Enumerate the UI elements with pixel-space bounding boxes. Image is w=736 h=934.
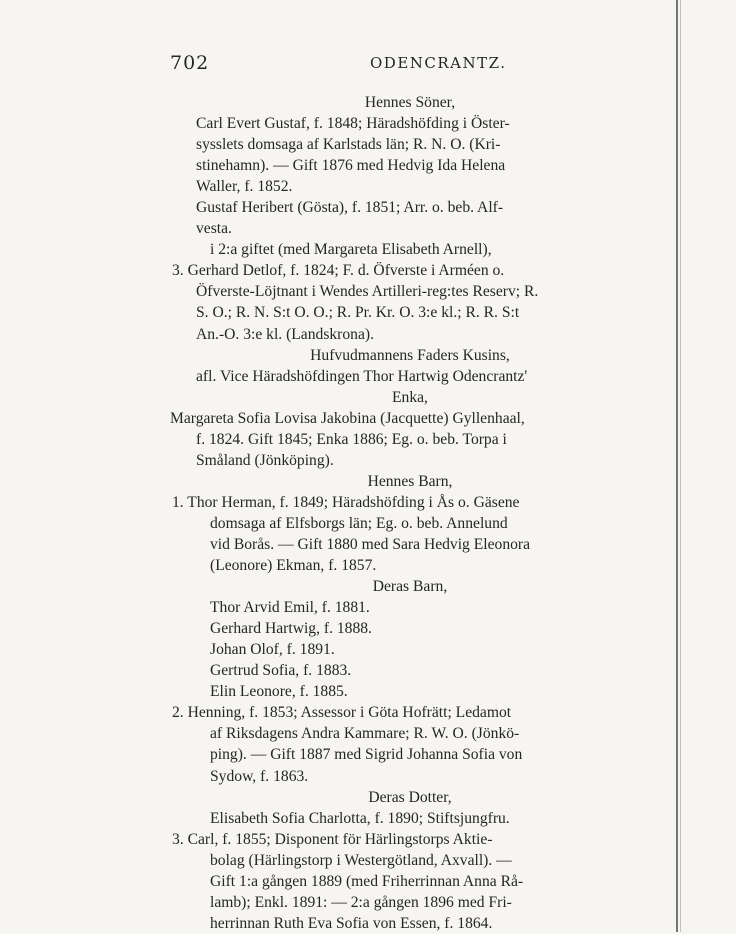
section-heading: Hennes Söner, — [364, 94, 456, 111]
text-line: Gustaf Heribert (Gösta), f. 1851; Arr. o. beb. Alf- — [196, 199, 504, 217]
text-line: Elisabeth Sofia Charlotta, f. 1890; Stiftsjungfru. — [210, 809, 510, 827]
text-line: Gerhard Hartwig, f. 1888. — [210, 620, 372, 638]
text-line: (Leonore) Ekman, f. 1857. — [210, 557, 377, 575]
text-line: i 2:a giftet (med Margareta Elisabeth Arnell), — [210, 241, 492, 259]
page-number: 702 — [170, 52, 210, 74]
page-header — [170, 52, 650, 76]
text-line: Johan Olof, f. 1891. — [210, 641, 335, 659]
page-body — [170, 92, 650, 934]
text-line: Carl Evert Gustaf, f. 1848; Häradshöfding i Öster- — [196, 115, 510, 133]
text-line: S. O.; R. N. S:t O. O.; R. Pr. Kr. O. 3:e kl.; R. R. S:t — [196, 304, 520, 322]
section-heading: Enka, — [392, 388, 428, 406]
text-line: herrinnan Ruth Eva Sofia von Essen, f. 1864. — [210, 914, 493, 932]
text-line: An.-O. 3:e kl. (Landskrona). — [196, 325, 374, 343]
text-line: Öfverste-Löjtnant i Wendes Artilleri-reg:tes Reserv; R. — [196, 283, 539, 301]
text-line: bolag (Härlingstorp i Westergötland, Axvall). — — [210, 851, 512, 869]
text-line: vesta. — [196, 220, 232, 238]
text-line: Gift 1:a gången 1889 (med Friherrinnan Anna Rå- — [210, 872, 524, 890]
text-line: Thor Arvid Emil, f. 1881. — [210, 599, 370, 617]
text-line: 3. Carl, f. 1855; Disponent för Härlingstorps Aktie- — [172, 830, 493, 848]
text-line: Gertrud Sofia, f. 1883. — [210, 662, 352, 680]
text-line: 1. Thor Herman, f. 1849; Häradshöfding i Ås o. Gäsene — [172, 493, 520, 511]
running-head: ODENCRANTZ. — [370, 54, 507, 72]
page-edge-rule — [680, 0, 681, 932]
text-line: sysslets domsaga af Karlstads län; R. N. O. (Kri- — [196, 136, 501, 154]
text-line: af Riksdagens Andra Kammare; R. W. O. (Jönkö- — [210, 725, 520, 743]
text-line: 2. Henning, f. 1853; Assessor i Göta Hofrätt; Ledamot — [172, 704, 512, 722]
text-line: Småland (Jönköping). — [196, 451, 334, 469]
text-line: Margareta Sofia Lovisa Jakobina (Jacquette) Gyllenhaal, — [170, 409, 525, 427]
text-line: afl. Vice Häradshöfdingen Thor Hartwig Odencrantz' — [196, 367, 528, 385]
page-edge-rule — [676, 0, 678, 932]
text-line: Sydow, f. 1863. — [210, 767, 309, 785]
text-line: ping). — Gift 1887 med Sigrid Johanna Sofia von — [210, 746, 523, 764]
text-line: stinehamn). — Gift 1876 med Hedvig Ida Helena — [196, 157, 506, 175]
text-line: f. 1824. Gift 1845; Enka 1886; Eg. o. beb. Torpa i — [196, 430, 507, 448]
text-line: Waller, f. 1852. — [196, 178, 293, 196]
text-line: Elin Leonore, f. 1885. — [210, 683, 348, 701]
text-line: lamb); Enkl. 1891: — 2:a gången 1896 med Fri- — [210, 893, 512, 911]
text-line: domsaga af Elfsborgs län; Eg. o. beb. Annelund — [210, 514, 508, 532]
text-line: vid Borås. — Gift 1880 med Sara Hedvig Eleonora — [210, 535, 531, 553]
section-heading: Hufvudmannens Faders Kusins, — [310, 346, 510, 364]
section-heading: Deras Dotter, — [368, 788, 452, 806]
section-heading: Deras Barn, — [372, 578, 448, 596]
section-heading: Hennes Barn, — [367, 472, 453, 490]
text-line: 3. Gerhard Detlof, f. 1824; F. d. Öfverste i Arméen o. — [172, 262, 505, 280]
